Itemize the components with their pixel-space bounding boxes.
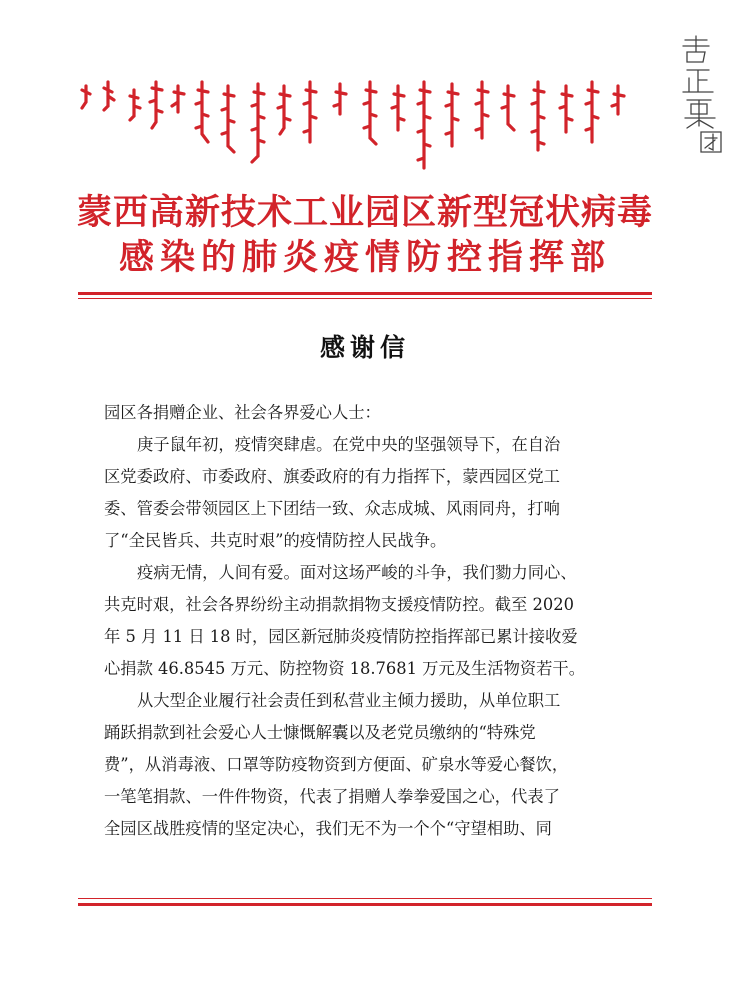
body-line: 踊跃捐款到社会爱心人士慷慨解囊以及老党员缴纳的“特殊党 [104,723,536,742]
body-line: 庚子鼠年初，疫情突肆虐。在党中央的坚强领导下，在自治 [137,435,561,454]
mongolian-script-header [78,72,638,180]
body-line: 全园区战胜疫情的坚定决心，我们无不为一个个“守望相助、同 [104,819,552,838]
body-line: 了“全民皆兵、共克时艰”的疫情防控人民战争。 [104,531,447,550]
body-line: 一笔笔捐款、一件件物资，代表了捐赠人拳拳爱国之心，代表了 [104,787,560,806]
body-line: 心捐款 46.8545 万元、防控物资 18.7681 万元及生活物资若干。 [104,659,585,678]
body-line: 委、管委会带领园区上下团结一致、众志成城、风雨同舟，打响 [104,499,560,518]
body-line: 疫病无情，人间有爱。面对这场严峻的斗争，我们勠力同心、 [137,563,577,582]
body-line: 区党委政府、市委政府、旗委政府的有力指挥下，蒙西园区党工 [104,467,560,486]
footer-divider-thick [78,903,652,906]
letter-body [104,397,644,845]
footer-divider-thin [78,898,652,899]
header-divider-thick [78,292,652,295]
body-line: 费”，从消毒液、口罩等防疫物资到方便面、矿泉水等爱心餐饮， [104,755,569,774]
letter-title: 感谢信 [319,333,410,362]
body-line: 从大型企业履行社会责任到私营业主倾力援助，从单位职工 [137,691,561,710]
header-divider-thin [78,298,652,299]
header-title-line-1: 蒙西高新技术工业园区新型冠状病毒 [76,192,653,233]
header-title-line-2: 感染的肺炎疫情防控指挥部 [118,237,611,278]
salutation: 园区各捐赠企业、社会各界爱心人士： [104,403,381,422]
body-line: 共克时艰，社会各界纷纷主动捐款捐物支援疫情防控。截至 2020 [104,595,574,614]
body-line: 年 5 月 11 日 18 时，园区新冠肺炎疫情防控指挥部已累计接收爱 [104,627,578,646]
handwritten-annotation [677,34,725,154]
